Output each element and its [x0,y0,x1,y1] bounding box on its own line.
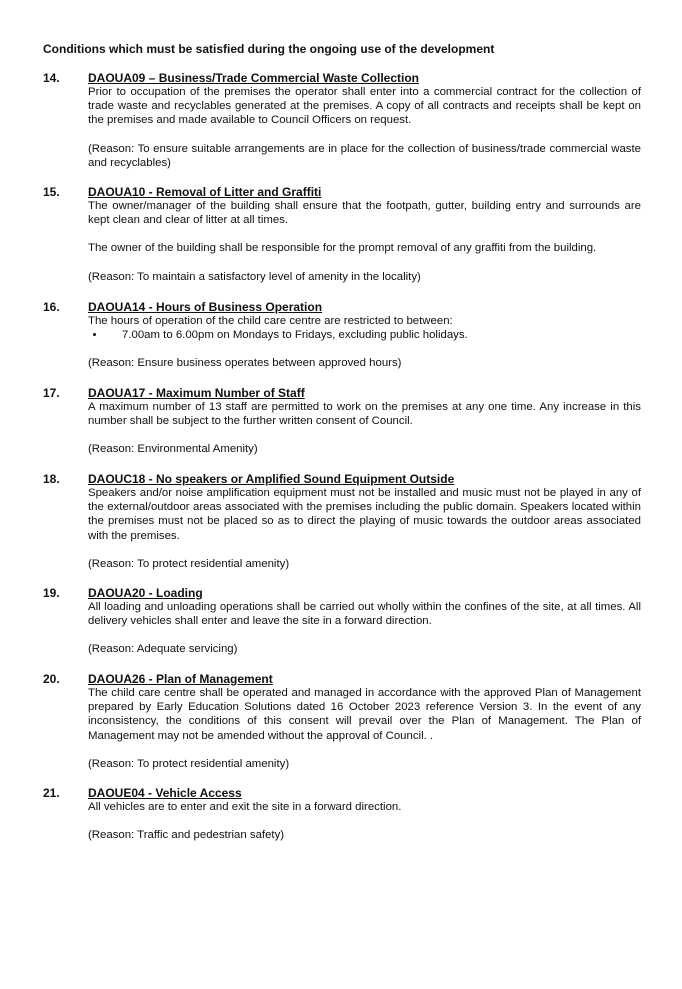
condition-title: DAOUA14 - Hours of Business Operation [88,300,323,314]
condition-text: The owner of the building shall be responsible for the prompt removal of any graffiti from the building. [88,242,597,255]
condition-title: DAOUA20 - Loading [88,586,203,600]
condition-title: DAOUA17 - Maximum Number of Staff [88,386,305,400]
condition-text: A maximum number of 13 staff are permitted to work on the premises at any one time. Any increase in this number shall be subject to the further written consent of Council. [88,401,641,428]
condition-reason: (Reason: To maintain a satisfactory level of amenity in the locality) [88,270,421,283]
condition-number: 19. [43,586,60,600]
condition-reason: (Reason: To ensure suitable arrangements are in place for the collection of business/trade commercial waste and recyclables) [88,142,641,169]
condition-number: 15. [43,185,60,199]
condition-reason: (Reason: To protect residential amenity) [88,757,290,770]
condition-number: 17. [43,386,60,400]
list-item: • 7.00am to 6.00pm on Mondays to Fridays, excluding public holidays. [106,328,641,342]
condition-text: Speakers and/or noise amplification equipment must not be installed and music must not be played in any of the external/outdoor areas associated with the premises including the public domain. Speakers located within the premises must not be placed so as to direct the playing of music towards the outdoor areas associated with the premises. [88,487,641,542]
condition-title: DAOUC18 - No speakers or Amplified Sound Equipment Outside [88,472,455,486]
condition-number: 20. [43,672,60,686]
condition-number: 18. [43,472,60,486]
condition-number: 21. [43,786,60,800]
condition-title: DAOUA09 – Business/Trade Commercial Waste Collection [88,71,419,85]
condition-text: The child care centre shall be operated and managed in accordance with the approved Plan of Management prepared by Early Education Solutions dated 16 October 2023 reference Version 3. In the event of any inconsistency, the conditions of this consent will prevail over the Plan of Management. The Plan of Management may not be amended without the approval of Council. . [88,687,641,742]
condition-reason: (Reason: Ensure business operates between approved hours) [88,357,402,370]
condition-title: DAOUE04 - Vehicle Access [88,786,242,800]
condition-text: The hours of operation of the child care centre are restricted to between: [88,315,453,327]
condition-title: DAOUA10 - Removal of Litter and Graffiti [88,185,322,199]
condition-number: 16. [43,300,60,314]
condition-number: 14. [43,71,60,85]
condition-list [88,328,641,342]
condition-text: All vehicles are to enter and exit the site in a forward direction. [88,801,402,813]
condition-reason: (Reason: To protect residential amenity) [88,557,290,570]
condition-title: DAOUA26 - Plan of Management [88,672,273,686]
condition-text: Prior to occupation of the premises the operator shall enter into a commercial contract for the collection of trade waste and recyclables generated at the premises. A copy of all contracts and receipts shall be kept on the premises and made available to Council Officers on request. [88,86,641,127]
condition-reason: (Reason: Adequate servicing) [88,643,238,656]
condition-reason: (Reason: Environmental Amenity) [88,443,258,456]
section-heading: Conditions which must be satisfied during the ongoing use of the development [43,42,495,56]
condition-text: All loading and unloading operations shall be carried out wholly within the confines of the site, at all times. All delivery vehicles shall enter and leave the site in a forward direction. [88,601,641,628]
condition-reason: (Reason: Traffic and pedestrian safety) [88,829,285,842]
condition-text: The owner/manager of the building shall ensure that the footpath, gutter, building entry and surrounds are kept clean and clear of litter at all times. [88,200,641,227]
